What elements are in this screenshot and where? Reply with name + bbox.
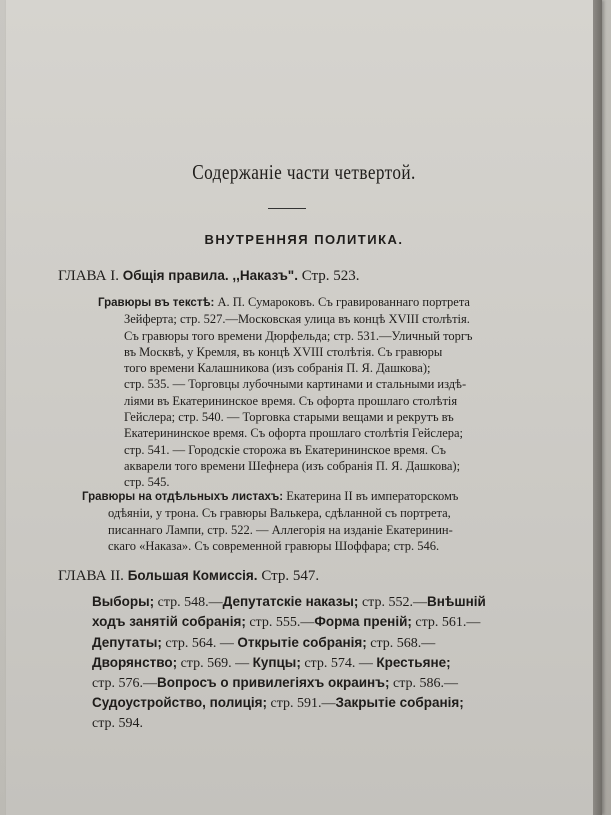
chapter-1-page: Стр. 523.: [301, 268, 360, 284]
chapter-2-name: Большая Комиссія.: [127, 568, 258, 583]
engravings-text-lead: Гравюры въ текстѣ:: [98, 297, 215, 309]
title-divider: [268, 208, 306, 209]
chapter-2-line: Выборы; стр. 548.—Депутатскіе наказы; стр. 552.—Внѣшній: [92, 594, 486, 610]
section-heading: ВНУТРЕННЯЯ ПОЛИТИКА.: [204, 232, 404, 247]
engravings-text-line: Съ гравюры того времени Дюрфельда; стр. 531.—Уличный торгъ: [124, 328, 473, 343]
engravings-text-line: Гравюры въ текстѣ: А. П. Сумароковъ. Съ гравированнаго портрета: [98, 295, 470, 309]
engravings-text-line: ліями въ Екатерининское время. Съ офорта прошлаго столѣтія: [124, 393, 458, 408]
page-edge: [593, 0, 602, 815]
chapter-2-line: стр. 594.: [92, 715, 144, 731]
engravings-text-line: стр. 541. — Городскіе сторожа въ Екатерининское время. Съ: [124, 442, 446, 457]
engravings-text-line: въ Москвѣ, у Кремля, въ концѣ XVIII столѣтія. Съ гравюры: [124, 344, 443, 359]
engravings-text-line: того времени Калашникова (изъ собранія П. Я. Дашкова);: [124, 361, 431, 376]
chapter-2-line: Судоустройство, полиція; стр. 591.—Закрытіе собранія;: [92, 695, 464, 712]
engravings-in-text: [98, 294, 578, 491]
chapter-2-contents: [92, 592, 592, 733]
engravings-sheets-line: писаннаго Лампи, стр. 522. — Аллегорія на изданіе Екатеринин-: [108, 522, 453, 537]
chapter-1-heading: [58, 268, 360, 285]
chapter-2-line: Депутаты; стр. 564. — Открытіе собранія; стр. 568.—: [92, 634, 436, 651]
engravings-sheets-line: одѣяніи, у трона. Съ гравюры Валькера, сдѣланной съ портрета,: [108, 506, 451, 521]
chapter-2-heading: [58, 568, 319, 585]
engravings-text-line: Екатерининское время. Съ офорта прошлаго столѣтія Гейслера;: [124, 426, 464, 441]
book-page: [6, 0, 602, 815]
contents-title: Содержаніе части четвертой.: [192, 160, 416, 184]
engravings-text-line: стр. 535. — Торговцы лубочными картинами и стальными издѣ-: [124, 377, 467, 392]
chapter-2-label: ГЛАВА II.: [58, 568, 124, 584]
chapter-2-line: стр. 576.—Вопросъ о привилегіяхъ окраинъ; стр. 586.—: [92, 675, 459, 692]
engravings-on-sheets: [82, 488, 582, 554]
engravings-text-line: Зейферта; стр. 527.—Московская улица въ концѣ XVIII столѣтія.: [124, 312, 470, 327]
chapter-2-line: ходъ занятій собранія; стр. 555.—Форма преній; стр. 561.—: [92, 614, 481, 631]
engravings-sheets-lead: Гравюры на отдѣльныхъ листахъ:: [82, 491, 284, 503]
chapter-1-label: ГЛАВА I.: [58, 268, 119, 284]
chapter-1-name: Общія правила. ,,Наказъ".: [122, 268, 298, 283]
engravings-text-line: стр. 545.: [124, 475, 170, 490]
chapter-2-page: Стр. 547.: [261, 568, 320, 584]
engravings-sheets-line: Гравюры на отдѣльныхъ листахъ: Екатерина II въ императорскомъ: [82, 489, 459, 503]
engravings-sheets-line: скаго «Наказа». Съ современной гравюры Шоффара; стр. 546.: [108, 538, 440, 553]
engravings-text-line: Гейслера; стр. 540. — Торговка старыми вещами и рекрутъ въ: [124, 410, 454, 425]
engravings-text-line: акварели того времени Шефнера (изъ собранія П. Я. Дашкова);: [124, 458, 461, 473]
chapter-2-line: Дворянство; стр. 569. — Купцы; стр. 574. — Крестьяне;: [92, 654, 451, 671]
